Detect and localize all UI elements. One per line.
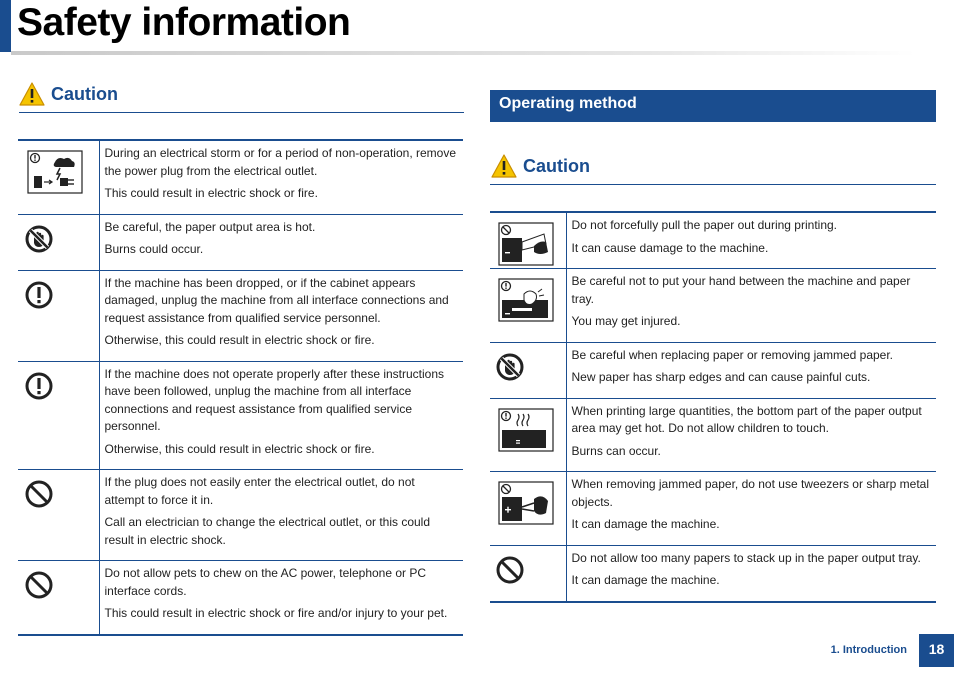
caution-icon-cell	[18, 470, 99, 561]
caution-icon-cell	[18, 361, 99, 470]
caution-row	[18, 214, 463, 270]
caution-row	[18, 270, 463, 361]
caution-row	[18, 561, 463, 635]
page-title: Safety information	[17, 1, 351, 44]
section-header-bar	[490, 90, 936, 122]
hot-output-icon	[490, 399, 566, 452]
caution-instruction: Do not allow pets to chew on the AC power, telephone or PC interface cords.	[104, 566, 427, 598]
right-caution-table	[490, 211, 936, 603]
caution-icon-cell	[490, 342, 566, 398]
caution-consequence: It can cause damage to the machine.	[571, 240, 769, 255]
caution-text-cell	[99, 140, 463, 214]
no-tweezers-icon	[490, 472, 566, 525]
exclamation-circle-icon	[18, 271, 99, 310]
no-pull-paper-icon	[490, 213, 566, 266]
page-number: 18	[928, 641, 945, 657]
caution-text-cell	[566, 342, 936, 398]
do-not-touch-icon	[18, 215, 99, 254]
left-caution-rule	[19, 112, 464, 113]
caution-icon-cell	[18, 140, 99, 214]
caution-text-cell	[566, 545, 936, 602]
hand-in-machine-icon	[490, 269, 566, 322]
caution-row	[18, 470, 463, 561]
caution-row	[490, 269, 936, 343]
caution-instruction: Do not forcefully pull the paper out during printing.	[571, 218, 837, 232]
caution-row	[490, 342, 936, 398]
caution-icon-cell	[490, 269, 566, 343]
warning-triangle-icon	[491, 154, 517, 178]
caution-instruction: Do not allow too many papers to stack up in the paper output tray.	[571, 550, 921, 565]
caution-text-cell	[566, 212, 936, 269]
caution-consequence: Otherwise, this could result in electric shock or fire.	[104, 441, 375, 456]
caution-text-cell	[566, 472, 936, 546]
caution-consequence: You may get injured.	[571, 314, 681, 328]
right-caution-heading	[491, 154, 590, 178]
caution-consequence: Burns could occur.	[104, 242, 204, 256]
caution-row	[18, 361, 463, 470]
exclamation-circle-icon	[18, 362, 99, 401]
caution-row	[18, 140, 463, 214]
left-caution-heading	[19, 82, 118, 106]
section-title: Operating method	[499, 95, 637, 112]
prohibited-icon	[18, 470, 99, 509]
caution-text-cell	[99, 561, 463, 635]
caution-text-cell	[99, 470, 463, 561]
footer-section-label: 1. Introduction	[830, 644, 907, 656]
caution-instruction: When printing large quantities, the bottom part of the paper output area may get hot. Do not allow children to touch.	[571, 403, 922, 435]
caution-instruction: If the plug does not easily enter the electrical outlet, do not attempt to force it in.	[104, 475, 415, 507]
right-caution-rule	[490, 184, 936, 185]
caution-instruction: Be careful not to put your hand between the machine and paper tray.	[571, 274, 911, 306]
caution-icon-cell	[18, 561, 99, 635]
title-accent-bar	[0, 0, 11, 52]
caution-icon-cell	[18, 214, 99, 270]
caution-instruction: Be careful, the paper output area is hot.	[104, 219, 316, 234]
caution-instruction: If the machine does not operate properly after these instructions have been followed, unplug the machine from all interface connections and request assistance from qualified service personnel.	[104, 366, 445, 433]
title-divider	[11, 51, 916, 55]
caution-instruction: If the machine has been dropped, or if the cabinet appears damaged, unplug the machine from all interface connections and request assistance from qualified service personnel.	[104, 275, 449, 325]
caution-instruction: When removing jammed paper, do not use tweezers or sharp metal objects.	[571, 477, 930, 509]
caution-row	[490, 398, 936, 472]
caution-text-cell	[99, 270, 463, 361]
caution-text-cell	[99, 361, 463, 470]
prohibited-icon	[18, 561, 99, 600]
caution-label: Caution	[51, 83, 118, 104]
do-not-touch-icon	[490, 343, 566, 382]
caution-text-cell	[566, 398, 936, 472]
caution-row	[490, 545, 936, 602]
caution-row	[490, 472, 936, 546]
caution-icon-cell	[18, 270, 99, 361]
caution-instruction: During an electrical storm or for a period of non-operation, remove the power plug from the electrical outlet.	[104, 146, 457, 178]
caution-icon-cell	[490, 545, 566, 602]
prohibited-icon	[490, 546, 566, 585]
caution-icon-cell	[490, 398, 566, 472]
warning-triangle-icon	[19, 82, 45, 106]
caution-icon-cell	[490, 212, 566, 269]
caution-text-cell	[566, 269, 936, 343]
caution-consequence: It can damage the machine.	[571, 573, 720, 587]
warning-plug-storm-icon	[18, 141, 99, 194]
caution-consequence: This could result in electric shock or fire.	[104, 186, 318, 200]
caution-consequence: Burns can occur.	[571, 443, 661, 458]
caution-text-cell	[99, 214, 463, 270]
caution-row	[490, 212, 936, 269]
caution-consequence: This could result in electric shock or fire and/or injury to your pet.	[104, 606, 448, 620]
caution-consequence: Otherwise, this could result in electric shock or fire.	[104, 333, 375, 347]
caution-consequence: It can damage the machine.	[571, 517, 720, 531]
page-number-badge	[919, 634, 954, 667]
caution-label: Caution	[523, 155, 590, 176]
left-caution-table	[18, 139, 463, 636]
caution-consequence: New paper has sharp edges and can cause painful cuts.	[571, 370, 871, 384]
caution-consequence: Call an electrician to change the electrical outlet, or this could result in electric shock.	[104, 515, 431, 547]
caution-icon-cell	[490, 472, 566, 546]
caution-instruction: Be careful when replacing paper or removing jammed paper.	[571, 347, 894, 362]
